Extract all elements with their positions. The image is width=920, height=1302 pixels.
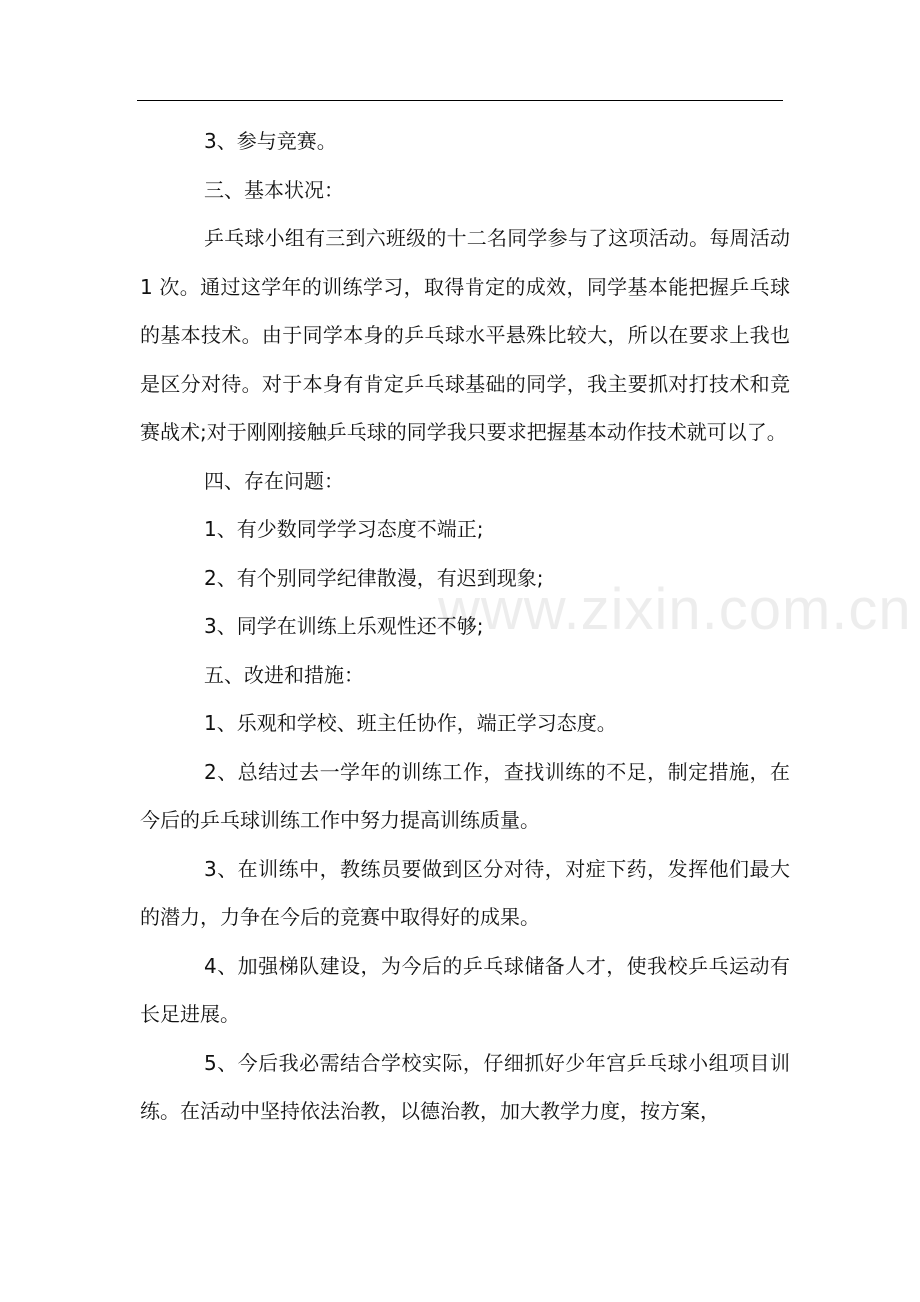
improvement-item-4: 4、加强梯队建设，为今后的乒乓球储备人才，使我校乒乓运动有长足进展。 bbox=[140, 953, 790, 1026]
improvement-item-2: 2、总结过去一学年的训练工作，查找训练的不足，制定措施，在今后的乒乓球训练工作中努力提高训练质量。 bbox=[140, 759, 790, 832]
watermark: www.zixin.com.cn bbox=[438, 577, 912, 642]
problem-item-1: 1、有少数同学学习态度不端正; bbox=[204, 517, 484, 541]
improvement-item-3: 3、在训练中，教练员要做到区分对待，对症下药，发挥他们最大的潜力，力争在今后的竞赛中取得好的成果。 bbox=[140, 856, 790, 929]
section-heading-problems: 四、存在问题： bbox=[204, 468, 344, 493]
header-rule bbox=[137, 100, 783, 101]
item-participate-competition: 3、参与竞赛。 bbox=[204, 129, 337, 153]
section-heading-improvements: 五、改进和措施： bbox=[204, 662, 364, 687]
problem-item-2: 2、有个别同学纪律散漫，有迟到现象; bbox=[204, 565, 544, 590]
improvement-item-5: 5、今后我必需结合学校实际，仔细抓好少年宫乒乓球小组项目训练。在活动中坚持依法治教，以德治教，加大教学力度，按方案， bbox=[140, 1050, 790, 1123]
paragraph-basic-status: 乒乓球小组有三到六班级的十二名同学参与了这项活动。每周活动 1 次。通过这学年的训练学习，取得肯定的成效，同学基本能把握乒乓球的基本技术。由于同学本身的乒乓球水平悬殊比较大，所以在要求上我也是区分对待。对于本身有肯定乒乓球基础的同学，我主要抓对打技术和竞赛战术;对于刚刚接触乒乓球的同学我只要求把握基本动作技术就可以了。 bbox=[140, 226, 790, 444]
improvement-item-1: 1、乐观和学校、班主任协作，端正学习态度。 bbox=[204, 711, 617, 735]
section-heading-basic-status: 三、基本状况： bbox=[204, 177, 344, 202]
document-body bbox=[140, 117, 790, 1136]
problem-item-3: 3、同学在训练上乐观性还不够; bbox=[204, 614, 484, 638]
